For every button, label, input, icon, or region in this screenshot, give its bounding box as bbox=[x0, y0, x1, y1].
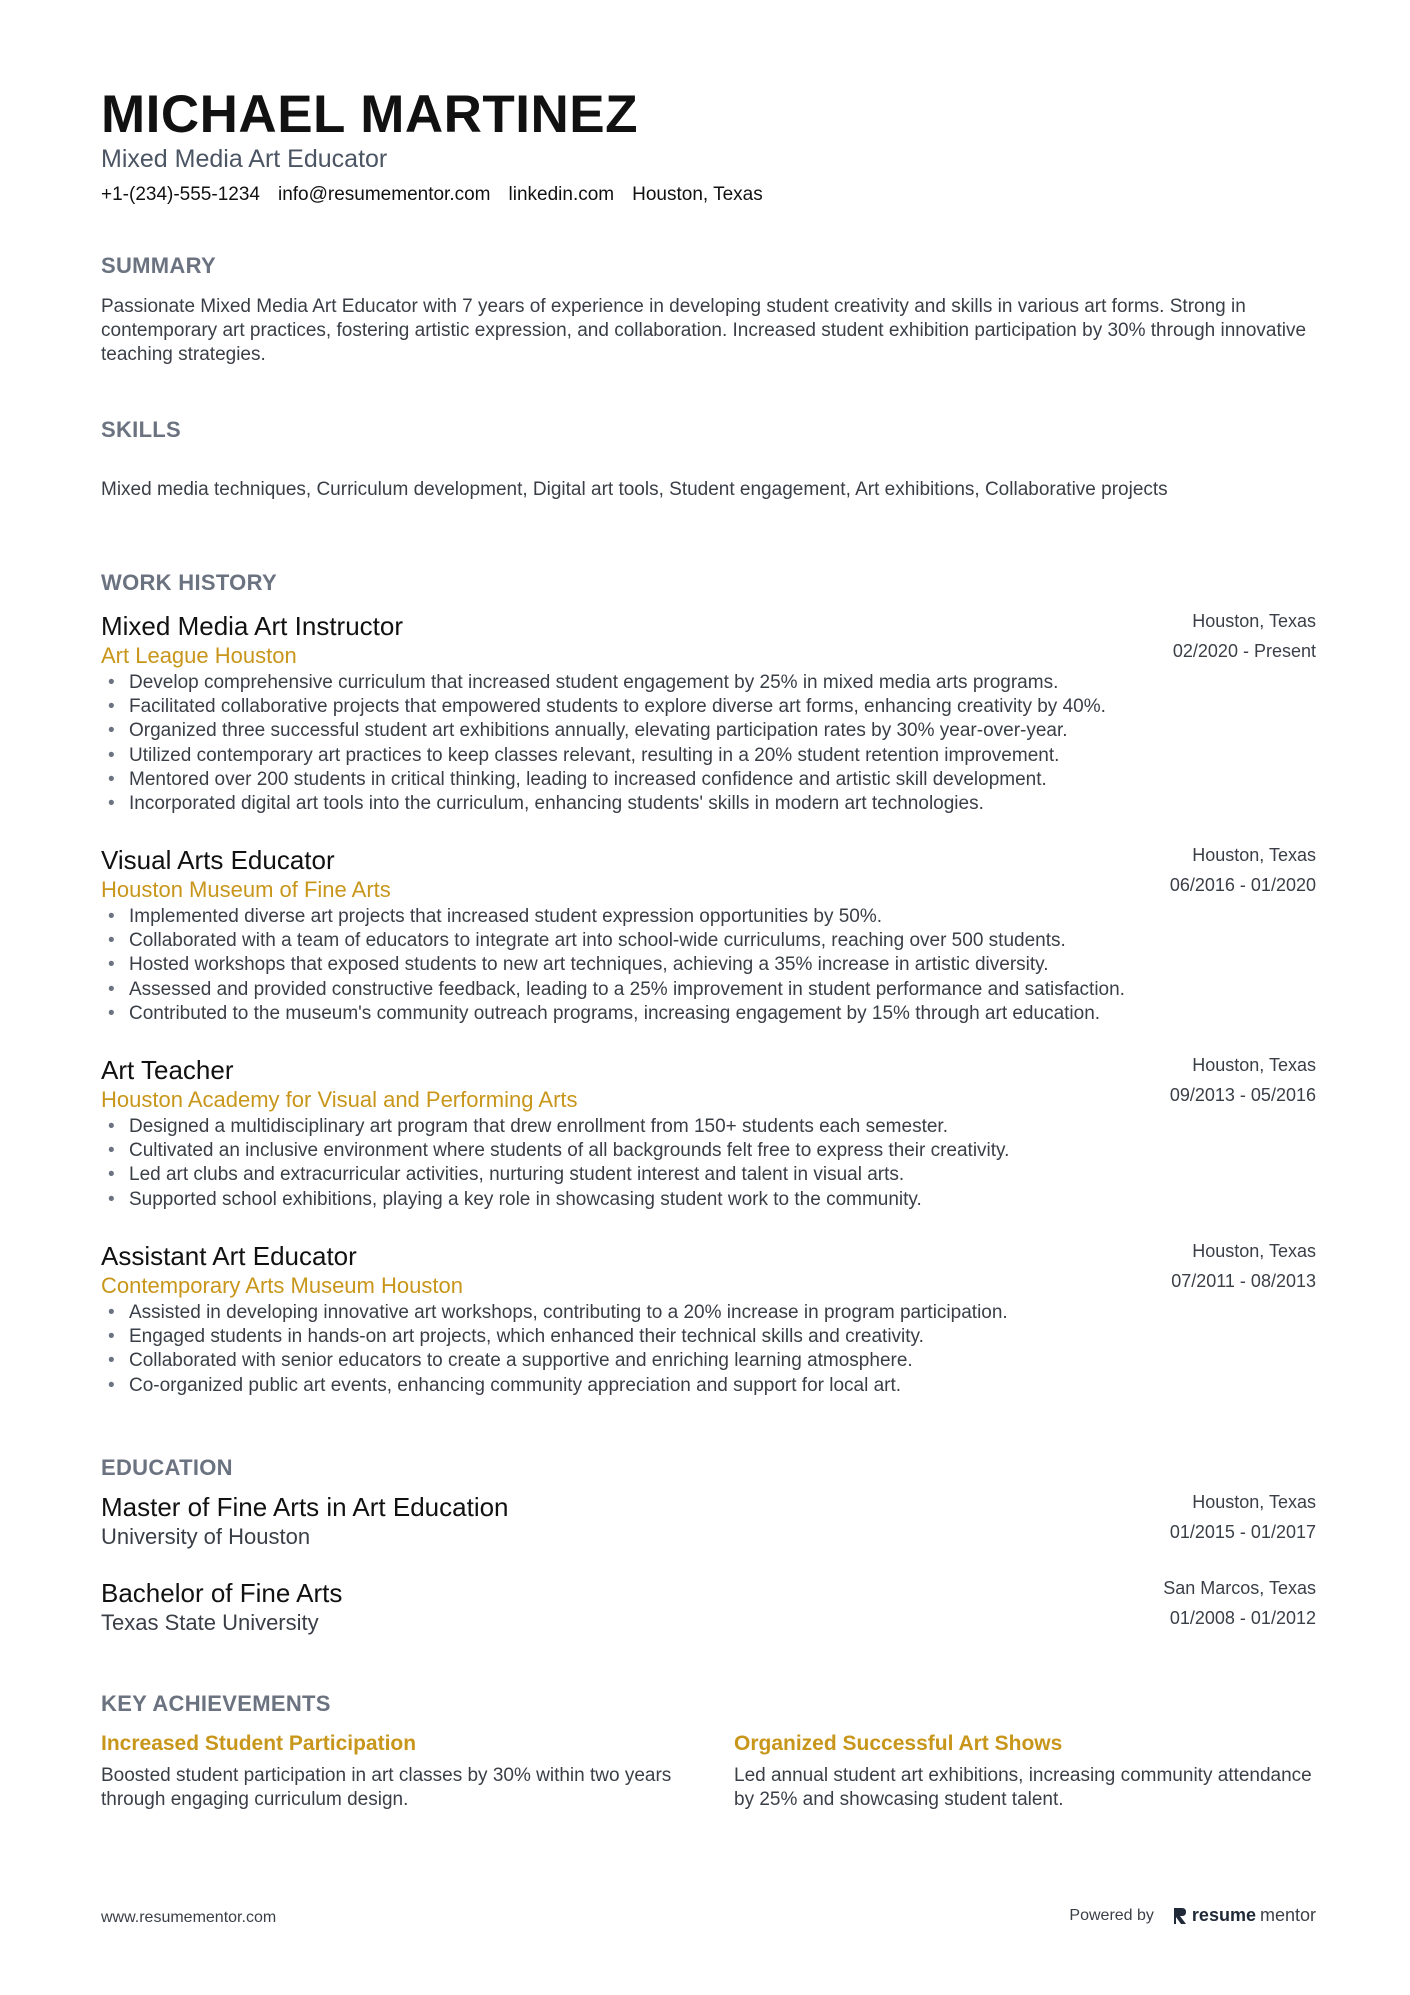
job-company: Houston Museum of Fine Arts bbox=[101, 877, 391, 902]
bullet-icon: • bbox=[108, 720, 115, 742]
bullet-item: • Engaged students in hands-on art projects, which enhanced their technical skills and creativity. bbox=[101, 1325, 1316, 1349]
contact-location: Houston, Texas bbox=[632, 184, 763, 205]
contact-line bbox=[101, 184, 763, 206]
bullet-item: • Hosted workshops that exposed students to new art techniques, achieving a 35% increase in artistic diversity. bbox=[101, 953, 1316, 977]
bullet-item: • Contributed to the museum's community outreach programs, increasing engagement by 15% through art education. bbox=[101, 1002, 1316, 1026]
bullet-icon: • bbox=[108, 768, 115, 790]
achievement-item bbox=[101, 1732, 701, 1812]
bullet-item: • Mentored over 200 students in critical thinking, leading to increased confidence and artistic skill development. bbox=[101, 768, 1316, 792]
achievements-heading: KEY ACHIEVEMENTS bbox=[101, 1691, 331, 1716]
bullet-icon: • bbox=[108, 930, 115, 952]
job-location: Houston, Texas bbox=[1192, 611, 1316, 631]
edu-degree: Bachelor of Fine Arts bbox=[101, 1578, 343, 1608]
bullet-icon: • bbox=[108, 672, 115, 693]
education-heading: EDUCATION bbox=[101, 1455, 233, 1480]
bullet-icon: • bbox=[108, 1374, 115, 1396]
edu-degree: Master of Fine Arts in Art Education bbox=[101, 1492, 509, 1522]
contact-email: info@resumementor.com bbox=[277, 184, 491, 205]
job-dates: 09/2013 - 05/2016 bbox=[1169, 1085, 1316, 1105]
achievement-item bbox=[734, 1732, 1334, 1812]
job-bullets bbox=[101, 1115, 1316, 1212]
job-title: Mixed Media Art Instructor bbox=[101, 611, 403, 641]
job-company: Houston Academy for Visual and Performing Arts bbox=[101, 1087, 578, 1112]
job-title: Visual Arts Educator bbox=[101, 845, 335, 875]
job-dates: 06/2016 - 01/2020 bbox=[1169, 875, 1316, 895]
brand-name-light: mentor bbox=[1259, 1905, 1316, 1925]
bullet-item: • Incorporated digital art tools into the curriculum, enhancing students' skills in modern art technologies. bbox=[101, 792, 1316, 816]
bullet-icon: • bbox=[108, 696, 115, 718]
job-title: Art Teacher bbox=[101, 1055, 234, 1085]
job-dates: 02/2020 - Present bbox=[1172, 641, 1316, 661]
bullet-icon: • bbox=[108, 906, 115, 927]
job-title: Assistant Art Educator bbox=[101, 1241, 357, 1271]
powered-by-label: Powered by bbox=[1069, 1906, 1154, 1924]
brand-logo bbox=[1172, 1905, 1316, 1926]
contact-phone: +1-(234)-555-1234 bbox=[101, 184, 260, 205]
bullet-icon: • bbox=[108, 1002, 115, 1024]
bullet-item: • Assisted in developing innovative art workshops, contributing to a 20% increase in program participation. bbox=[101, 1301, 1316, 1325]
brand-name-strong: resume bbox=[1191, 1905, 1256, 1925]
bullet-icon: • bbox=[108, 1164, 115, 1186]
edu-dates: 01/2008 - 01/2012 bbox=[1169, 1608, 1316, 1628]
achievement-text: Boosted student participation in art classes by 30% within two years through engaging curriculum design. bbox=[101, 1765, 672, 1810]
bullet-item: • Utilized contemporary art practices to keep classes relevant, resulting in a 20% student retention improvement. bbox=[101, 744, 1316, 768]
bullet-icon: • bbox=[108, 744, 115, 766]
edu-school: University of Houston bbox=[101, 1524, 311, 1549]
bullet-item: • Develop comprehensive curriculum that increased student engagement by 25% in mixed media arts programs. bbox=[101, 671, 1316, 695]
resumementor-logo-icon bbox=[1172, 1906, 1188, 1926]
job-company: Art League Houston bbox=[101, 643, 297, 668]
bullet-item: • Designed a multidisciplinary art program that drew enrollment from 150+ students each semester. bbox=[101, 1115, 1316, 1139]
bullet-icon: • bbox=[108, 1350, 115, 1372]
achievement-text: Led annual student art exhibitions, increasing community attendance by 25% and showcasing student talent. bbox=[734, 1765, 1312, 1810]
footer-url: www.resumementor.com bbox=[101, 1909, 277, 1926]
bullet-item: • Collaborated with senior educators to create a supportive and enriching learning atmosphere. bbox=[101, 1349, 1316, 1373]
candidate-name: MICHAEL MARTINEZ bbox=[101, 85, 638, 144]
powered-by bbox=[1069, 1905, 1316, 1926]
job-bullets bbox=[101, 1301, 1316, 1398]
bullet-item: • Facilitated collaborative projects that empowered students to explore diverse art forms, enhancing creativity by 40%. bbox=[101, 695, 1316, 719]
edu-location: Houston, Texas bbox=[1192, 1492, 1316, 1512]
bullet-icon: • bbox=[108, 1302, 115, 1323]
job-bullets bbox=[101, 905, 1316, 1026]
edu-location: San Marcos, Texas bbox=[1163, 1578, 1316, 1598]
bullet-icon: • bbox=[108, 793, 115, 815]
bullet-item: • Collaborated with a team of educators to integrate art into school-wide curriculums, reaching over 500 students. bbox=[101, 929, 1316, 953]
job-dates: 07/2011 - 08/2013 bbox=[1171, 1271, 1316, 1291]
bullet-icon: • bbox=[108, 1326, 115, 1348]
bullet-item: • Supported school exhibitions, playing a key role in showcasing student work to the community. bbox=[101, 1188, 1316, 1212]
job-location: Houston, Texas bbox=[1192, 1241, 1316, 1261]
work-heading: WORK HISTORY bbox=[101, 570, 277, 595]
bullet-item: • Led art clubs and extracurricular activities, nurturing student interest and talent in visual arts. bbox=[101, 1163, 1316, 1187]
resume-page bbox=[101, 0, 1316, 1995]
bullet-icon: • bbox=[108, 1188, 115, 1210]
job-bullets bbox=[101, 671, 1316, 816]
job-location: Houston, Texas bbox=[1192, 845, 1316, 865]
skills-heading: SKILLS bbox=[101, 417, 182, 442]
bullet-item: • Co-organized public art events, enhancing community appreciation and support for local art. bbox=[101, 1374, 1316, 1398]
contact-linkedin: linkedin.com bbox=[508, 184, 615, 205]
bullet-icon: • bbox=[108, 954, 115, 976]
achievement-title: Organized Successful Art Shows bbox=[734, 1732, 1063, 1755]
bullet-icon: • bbox=[108, 978, 115, 1000]
edu-school: Texas State University bbox=[101, 1610, 319, 1635]
edu-dates: 01/2015 - 01/2017 bbox=[1169, 1522, 1316, 1542]
summary-heading: SUMMARY bbox=[101, 253, 216, 278]
bullet-item: • Implemented diverse art projects that increased student expression opportunities by 50%. bbox=[101, 905, 1316, 929]
bullet-item: • Cultivated an inclusive environment where students of all backgrounds felt free to express their creativity. bbox=[101, 1139, 1316, 1163]
achievement-title: Increased Student Participation bbox=[101, 1732, 417, 1755]
job-company: Contemporary Arts Museum Houston bbox=[101, 1273, 463, 1298]
job-location: Houston, Texas bbox=[1192, 1055, 1316, 1075]
bullet-item: • Organized three successful student art exhibitions annually, elevating participation rates by 30% year-over-year. bbox=[101, 719, 1316, 743]
bullet-item: • Assessed and provided constructive feedback, leading to a 25% improvement in student performance and satisfaction. bbox=[101, 978, 1316, 1002]
bullet-icon: • bbox=[108, 1116, 115, 1137]
candidate-title: Mixed Media Art Educator bbox=[101, 145, 388, 173]
summary-text: Passionate Mixed Media Art Educator with 7 years of experience in developing student creativity and skills in various art forms. Strong in contemporary art practices, fostering artistic expression, and collaboration. Increased student exhibition participation by 30% through innovative teaching strategies. bbox=[101, 296, 1307, 365]
bullet-icon: • bbox=[108, 1140, 115, 1162]
skills-text: Mixed media techniques, Curriculum development, Digital art tools, Student engagement, Art exhibitions, Collaborative projects bbox=[101, 479, 1168, 500]
